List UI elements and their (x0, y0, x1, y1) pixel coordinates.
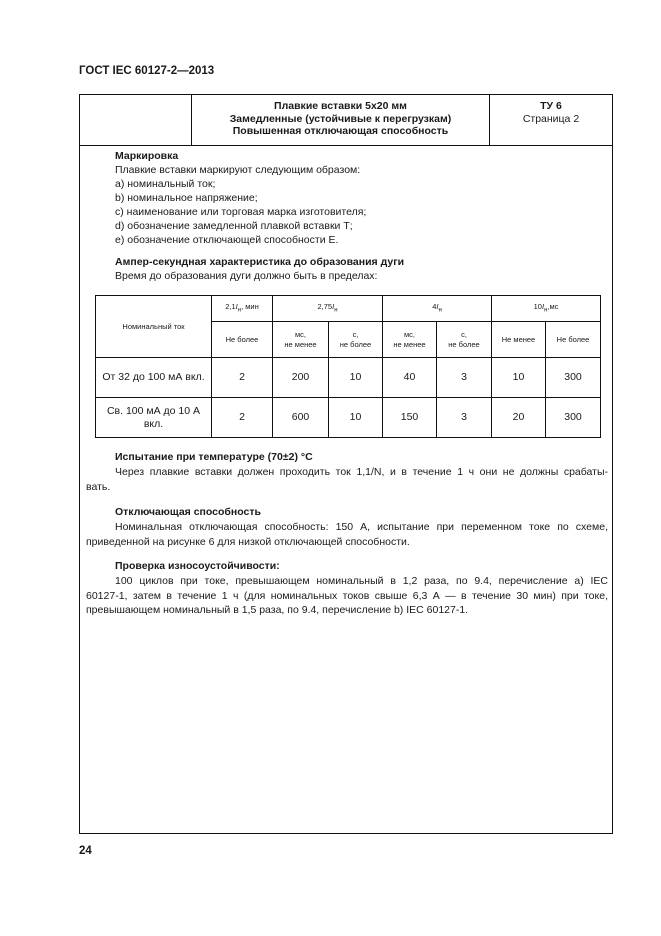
arc-intro: Время до образования дуги должно быть в пределах: (115, 270, 378, 282)
table-subheader: Не более (212, 322, 273, 358)
arc-table (95, 295, 601, 438)
table-group-header: $2,1I_н$, мин (212, 296, 273, 322)
arc-heading: Ампер-секундная характеристика до образования дуги (115, 256, 405, 268)
sheet-id: ТУ 6 (540, 100, 562, 112)
page-number: 24 (79, 845, 92, 857)
endurance-text (86, 574, 608, 618)
table-rowhead: Номинальный ток (96, 296, 212, 358)
text-line: 60127-1, затем в течение 1 ч (для номинальных токов свыше 6,3 А — в течение 30 мин) при токе, (86, 589, 608, 602)
temperature-text (86, 465, 608, 494)
breaking-heading: Отключающая способность (115, 506, 261, 518)
table-cell: 10 (329, 358, 383, 398)
table-cell: 3 (437, 358, 492, 398)
table-cell: 300 (546, 358, 601, 398)
table-cell: 10 (329, 398, 383, 438)
table-cell: 300 (546, 398, 601, 438)
table-group-header: $4I_н$ (383, 296, 492, 322)
table-cell: 40 (383, 358, 437, 398)
row-label: От 32 до 100 мА вкл. (96, 358, 212, 398)
table-cell: 600 (273, 398, 329, 438)
table-row (96, 358, 601, 398)
table-subheader: Не менее (492, 322, 546, 358)
temperature-heading: Испытание при температуре (70±2) °С (115, 451, 313, 463)
marking-heading: Маркировка (115, 150, 179, 162)
header-sheet (490, 95, 612, 145)
marking-item: d) обозначение замедленной плавкой вставки Т; (115, 220, 353, 232)
marking-item: b) номинальное напряжение; (115, 192, 258, 204)
marking-item: a) номинальный ток; (115, 178, 216, 190)
header-title-line: Плавкие вставки 5х20 мм (274, 100, 407, 112)
marking-item: e) обозначение отключающей способности Е. (115, 234, 339, 246)
table-cell: 2 (212, 398, 273, 438)
text-line: превышающем номинальный в 1,5 раза, по 9.4, перечисление b) IEC 60127-1. (86, 604, 469, 616)
text-line: 100 циклов при токе, превышающем номинальный в 1,2 раза, по 9.4, перечисление а) IEC (115, 575, 608, 587)
table-cell: 10 (492, 358, 546, 398)
table-cell: 2 (212, 358, 273, 398)
text-line: вать. (86, 480, 111, 493)
table-subheader: Не более (546, 322, 601, 358)
table-cell: 3 (437, 398, 492, 438)
marking-intro: Плавкие вставки маркируют следующим образом: (115, 164, 361, 176)
header-row (80, 95, 612, 146)
table-subheader: мс, не менее (273, 322, 329, 358)
document-code: ГОСТ IEC 60127-2—2013 (79, 65, 215, 77)
text-line: Через плавкие вставки должен проходить ток 1,1/N, и в течение 1 ч они не должны срабаты- (115, 466, 608, 478)
breaking-text (86, 520, 608, 549)
text-line: Номинальная отключающая способность: 150 А, испытание при переменном токе по схеме, (115, 521, 608, 533)
table-cell: 20 (492, 398, 546, 438)
header-empty-cell (80, 95, 192, 145)
table-cell: 150 (383, 398, 437, 438)
table-row (96, 398, 601, 438)
marking-item: c) наименование или торговая марка изготовителя; (115, 206, 367, 218)
endurance-heading: Проверка износоустойчивости: (115, 560, 280, 572)
page-frame (79, 94, 613, 834)
header-title-line: Замедленные (устойчивые к перегрузкам) (229, 112, 452, 125)
row-label: Св. 100 мА до 10 А вкл. (96, 398, 212, 438)
table-group-header: $10I_н,мс$ (492, 296, 601, 322)
sheet-page: Страница 2 (522, 112, 580, 125)
table-group-header: $2,75I_н$ (273, 296, 383, 322)
table-cell: 200 (273, 358, 329, 398)
header-title (192, 95, 490, 145)
text-line: приведенной на рисунке 6 для низкой отключающей способности. (86, 535, 410, 548)
table-subheader: мс, не менее (383, 322, 437, 358)
header-title-line: Повышенная отключающая способность (232, 125, 449, 137)
table-subheader: с, не более (437, 322, 492, 358)
table-subheader: с, не более (329, 322, 383, 358)
